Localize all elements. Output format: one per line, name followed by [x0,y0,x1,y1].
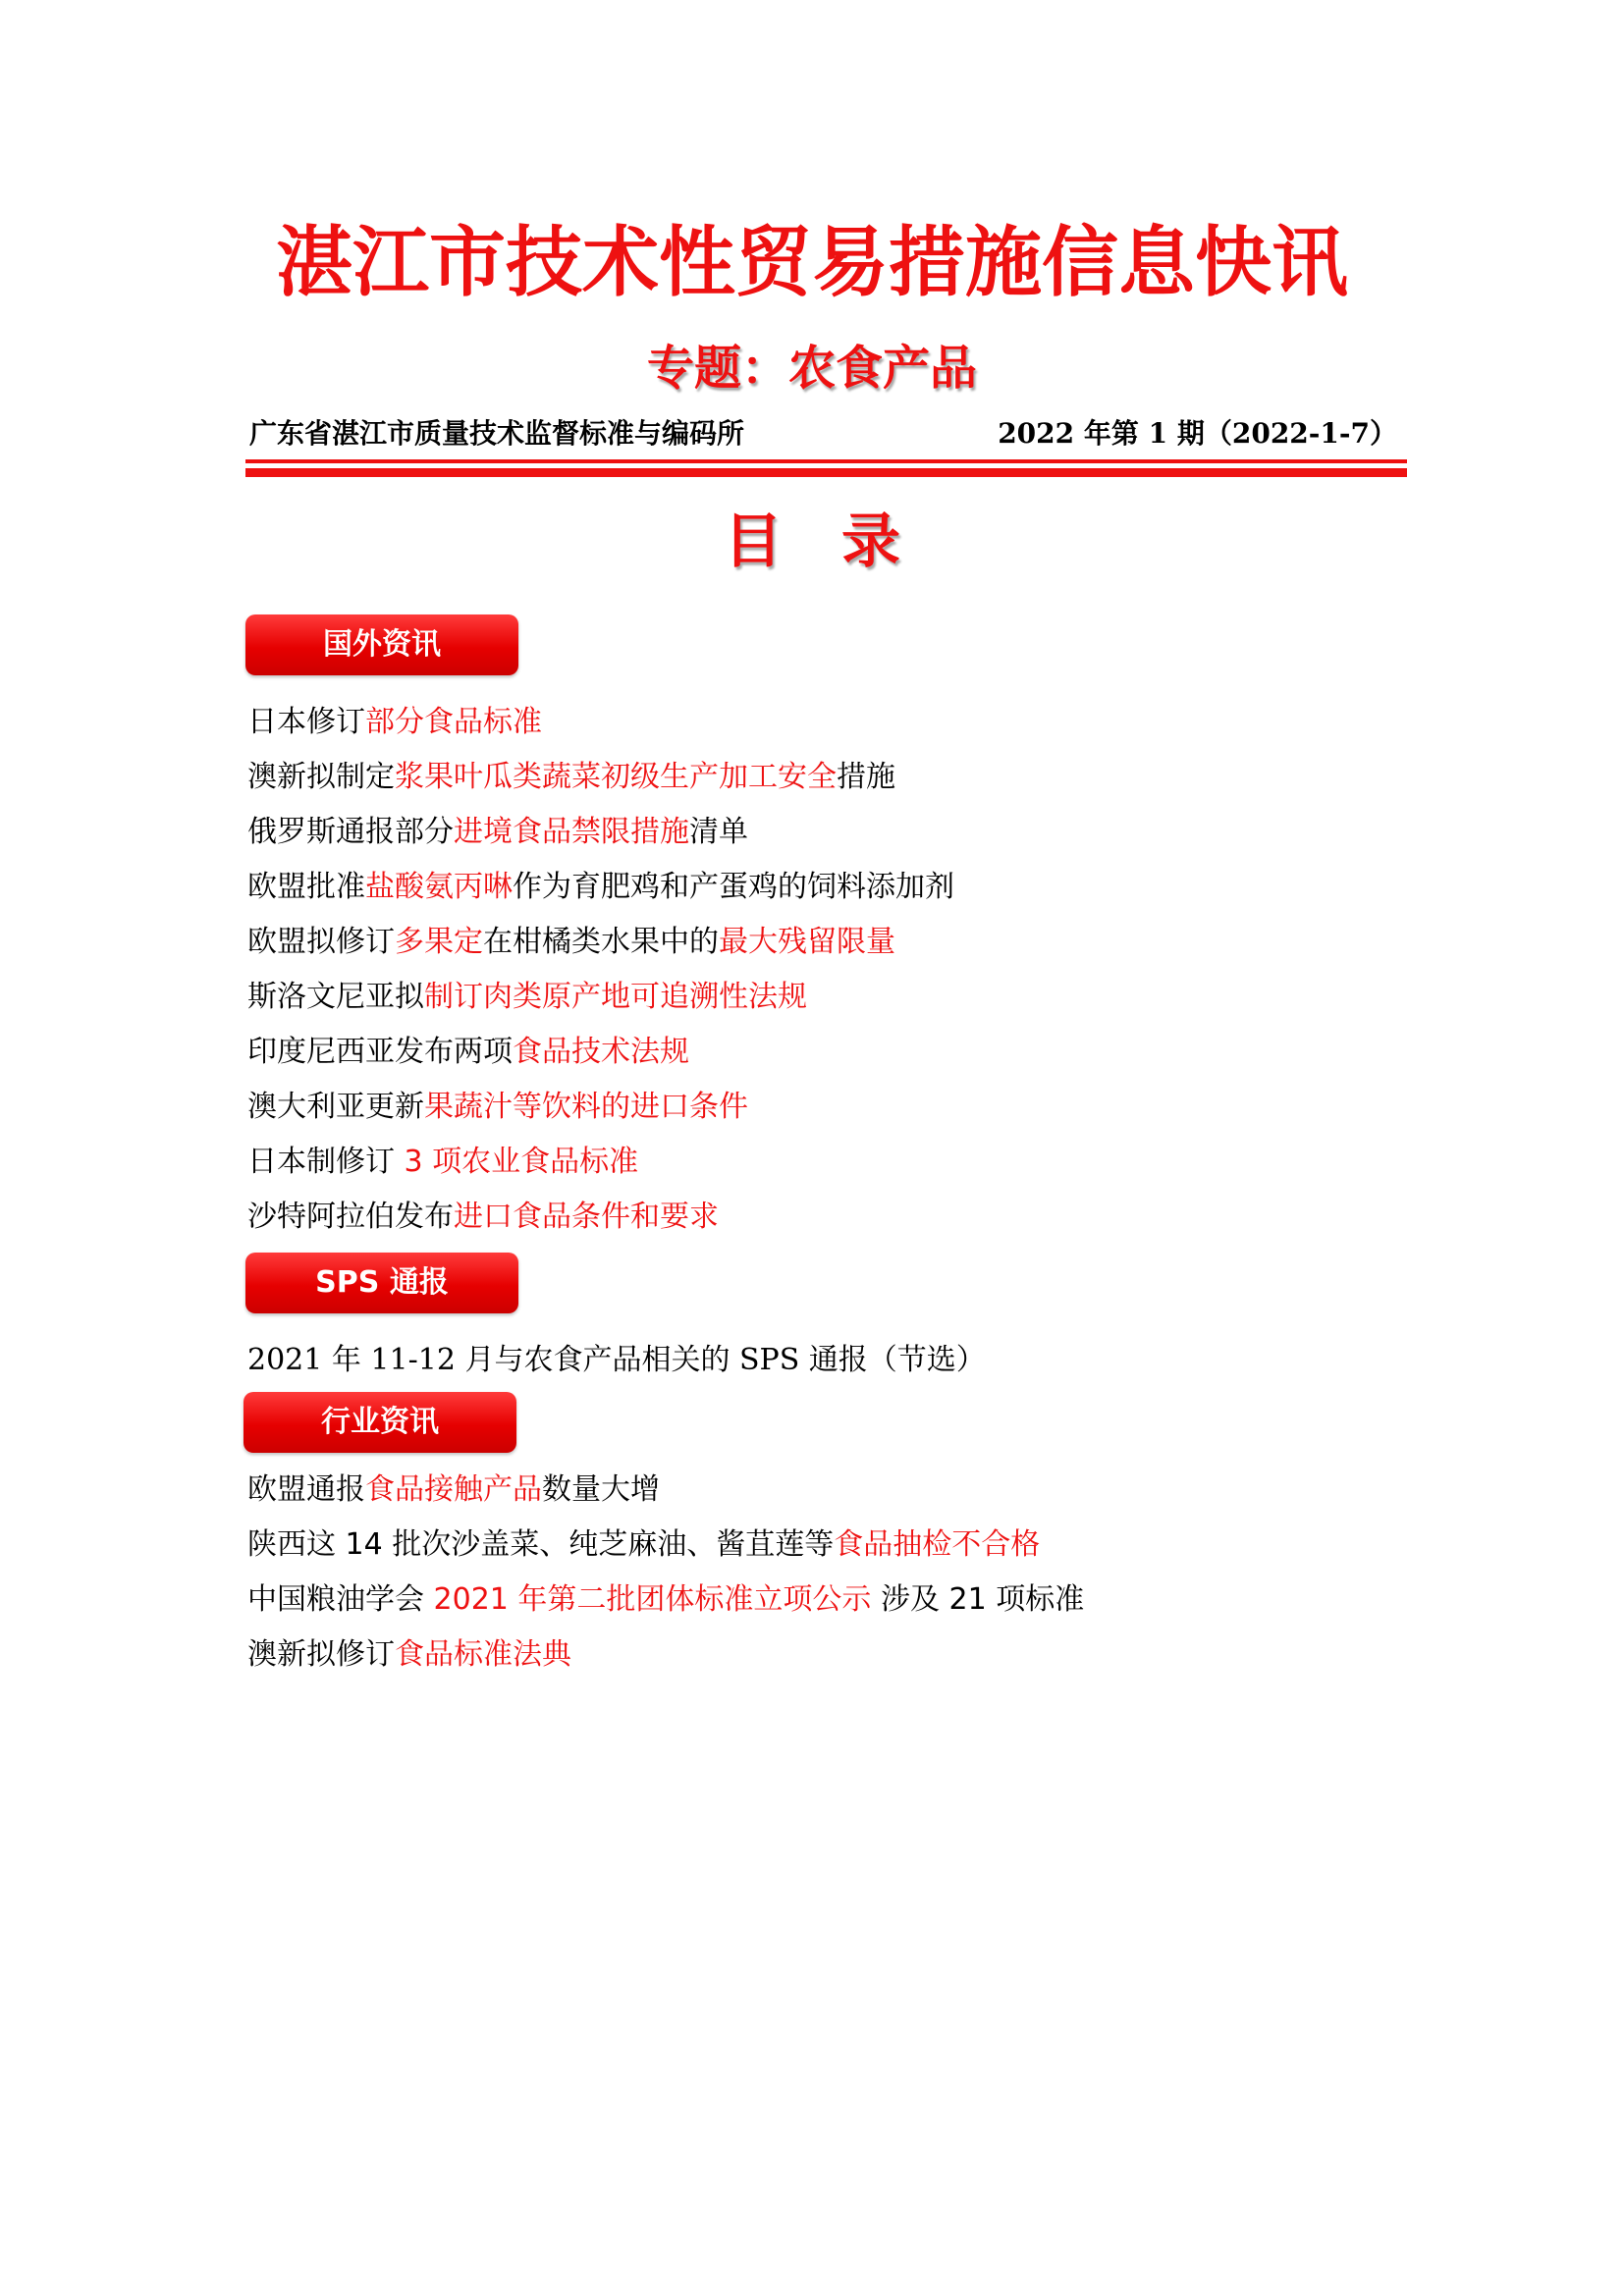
toc-item-text: 澳新拟制定 [247,760,395,794]
toc-item-text: 数量大增 [542,1472,660,1507]
toc-item[interactable] [247,1135,954,1190]
section-badge-industry-news[interactable]: 行业资讯 [244,1392,516,1453]
toc-item-text: 清单 [689,815,748,849]
header-rule-thin [245,459,1407,463]
toc-item-highlight-text: 进境食品禁限措施 [454,815,689,849]
toc-list-industry-news [247,1463,1084,1682]
toc-item-highlight-text: 浆果叶瓜类蔬菜初级生产加工安全 [395,760,837,794]
issue-number: 2022 年第 1 期（2022-1-7） [998,417,1397,450]
toc-item-highlight-text: 盐酸氨丙啉 [365,870,513,904]
toc-item-highlight-text: 果蔬汁等饮料的进口条件 [424,1090,748,1124]
toc-list-sps-notification [247,1333,986,1388]
toc-item[interactable] [247,1080,954,1135]
toc-item-text: 作为育肥鸡和产蛋鸡的饲料添加剂 [513,870,954,904]
toc-list-foreign-news [247,695,954,1245]
toc-item-text: 欧盟通报 [247,1472,365,1507]
toc-item[interactable] [247,915,954,970]
toc-item-text: 澳大利亚更新 [247,1090,424,1124]
toc-item-text: 欧盟拟修订 [247,925,395,959]
toc-item-highlight-text: 食品标准法典 [395,1637,571,1672]
toc-item-highlight-text: 2021 年第二批团体标准立项公示 [433,1582,872,1617]
toc-item[interactable] [247,970,954,1025]
toc-item-text: 斯洛文尼亚拟 [247,980,424,1014]
publisher-name: 广东省湛江市质量技术监督标准与编码所 [249,417,745,450]
toc-item-text: 措施 [837,760,895,794]
toc-item-text: 日本修订 [247,705,365,739]
toc-item-text: 俄罗斯通报部分 [247,815,454,849]
toc-item[interactable] [247,750,954,805]
toc-item-highlight-text: 多果定 [395,925,483,959]
section-badge-sps-notification[interactable]: SPS 通报 [245,1253,518,1313]
toc-item-text: 涉及 21 项标准 [871,1582,1085,1617]
toc-item-highlight-text: 最大残留限量 [719,925,895,959]
toc-item[interactable] [247,860,954,915]
toc-item-text: 2021 年 11-12 月与农食产品相关的 SPS 通报（节选） [247,1343,986,1377]
page-subtitle: 专题：农食产品 [646,341,977,396]
toc-item[interactable] [247,695,954,750]
toc-item-text: 中国粮油学会 [247,1582,434,1617]
toc-item-highlight-text: 制订肉类原产地可追溯性法规 [424,980,807,1014]
toc-item-highlight-text: 食品接触产品 [365,1472,542,1507]
toc-item[interactable] [247,1190,954,1245]
toc-item[interactable] [247,1333,986,1388]
toc-item-text: 澳新拟修订 [247,1637,395,1672]
toc-item[interactable] [247,1463,1084,1518]
toc-item-text: 欧盟批准 [247,870,365,904]
toc-item-text: 陕西这 14 批次沙盖菜、纯芝麻油、酱苴莲等 [247,1527,835,1562]
page-title: 湛江市技术性贸易措施信息快讯 [275,219,1348,307]
toc-item-text: 日本制修订 [247,1145,405,1179]
issue-header [245,412,1407,455]
toc-item[interactable] [247,1573,1084,1628]
toc-item[interactable] [247,1025,954,1080]
toc-item-highlight-text: 食品技术法规 [513,1035,689,1069]
toc-item[interactable] [247,1518,1084,1573]
toc-heading: 目录 [724,507,959,576]
toc-item-text: 沙特阿拉伯发布 [247,1200,454,1234]
section-badge-foreign-news[interactable]: 国外资讯 [245,614,518,675]
toc-item-text: 在柑橘类水果中的 [483,925,719,959]
toc-item-highlight-text: 3 项农业食品标准 [404,1145,639,1179]
header-rule-thick [245,468,1407,477]
toc-item[interactable] [247,1628,1084,1682]
toc-item-text: 印度尼西亚发布两项 [247,1035,513,1069]
toc-item-highlight-text: 部分食品标准 [365,705,542,739]
toc-item[interactable] [247,805,954,860]
toc-item-highlight-text: 进口食品条件和要求 [454,1200,719,1234]
toc-item-highlight-text: 食品抽检不合格 [834,1527,1041,1562]
